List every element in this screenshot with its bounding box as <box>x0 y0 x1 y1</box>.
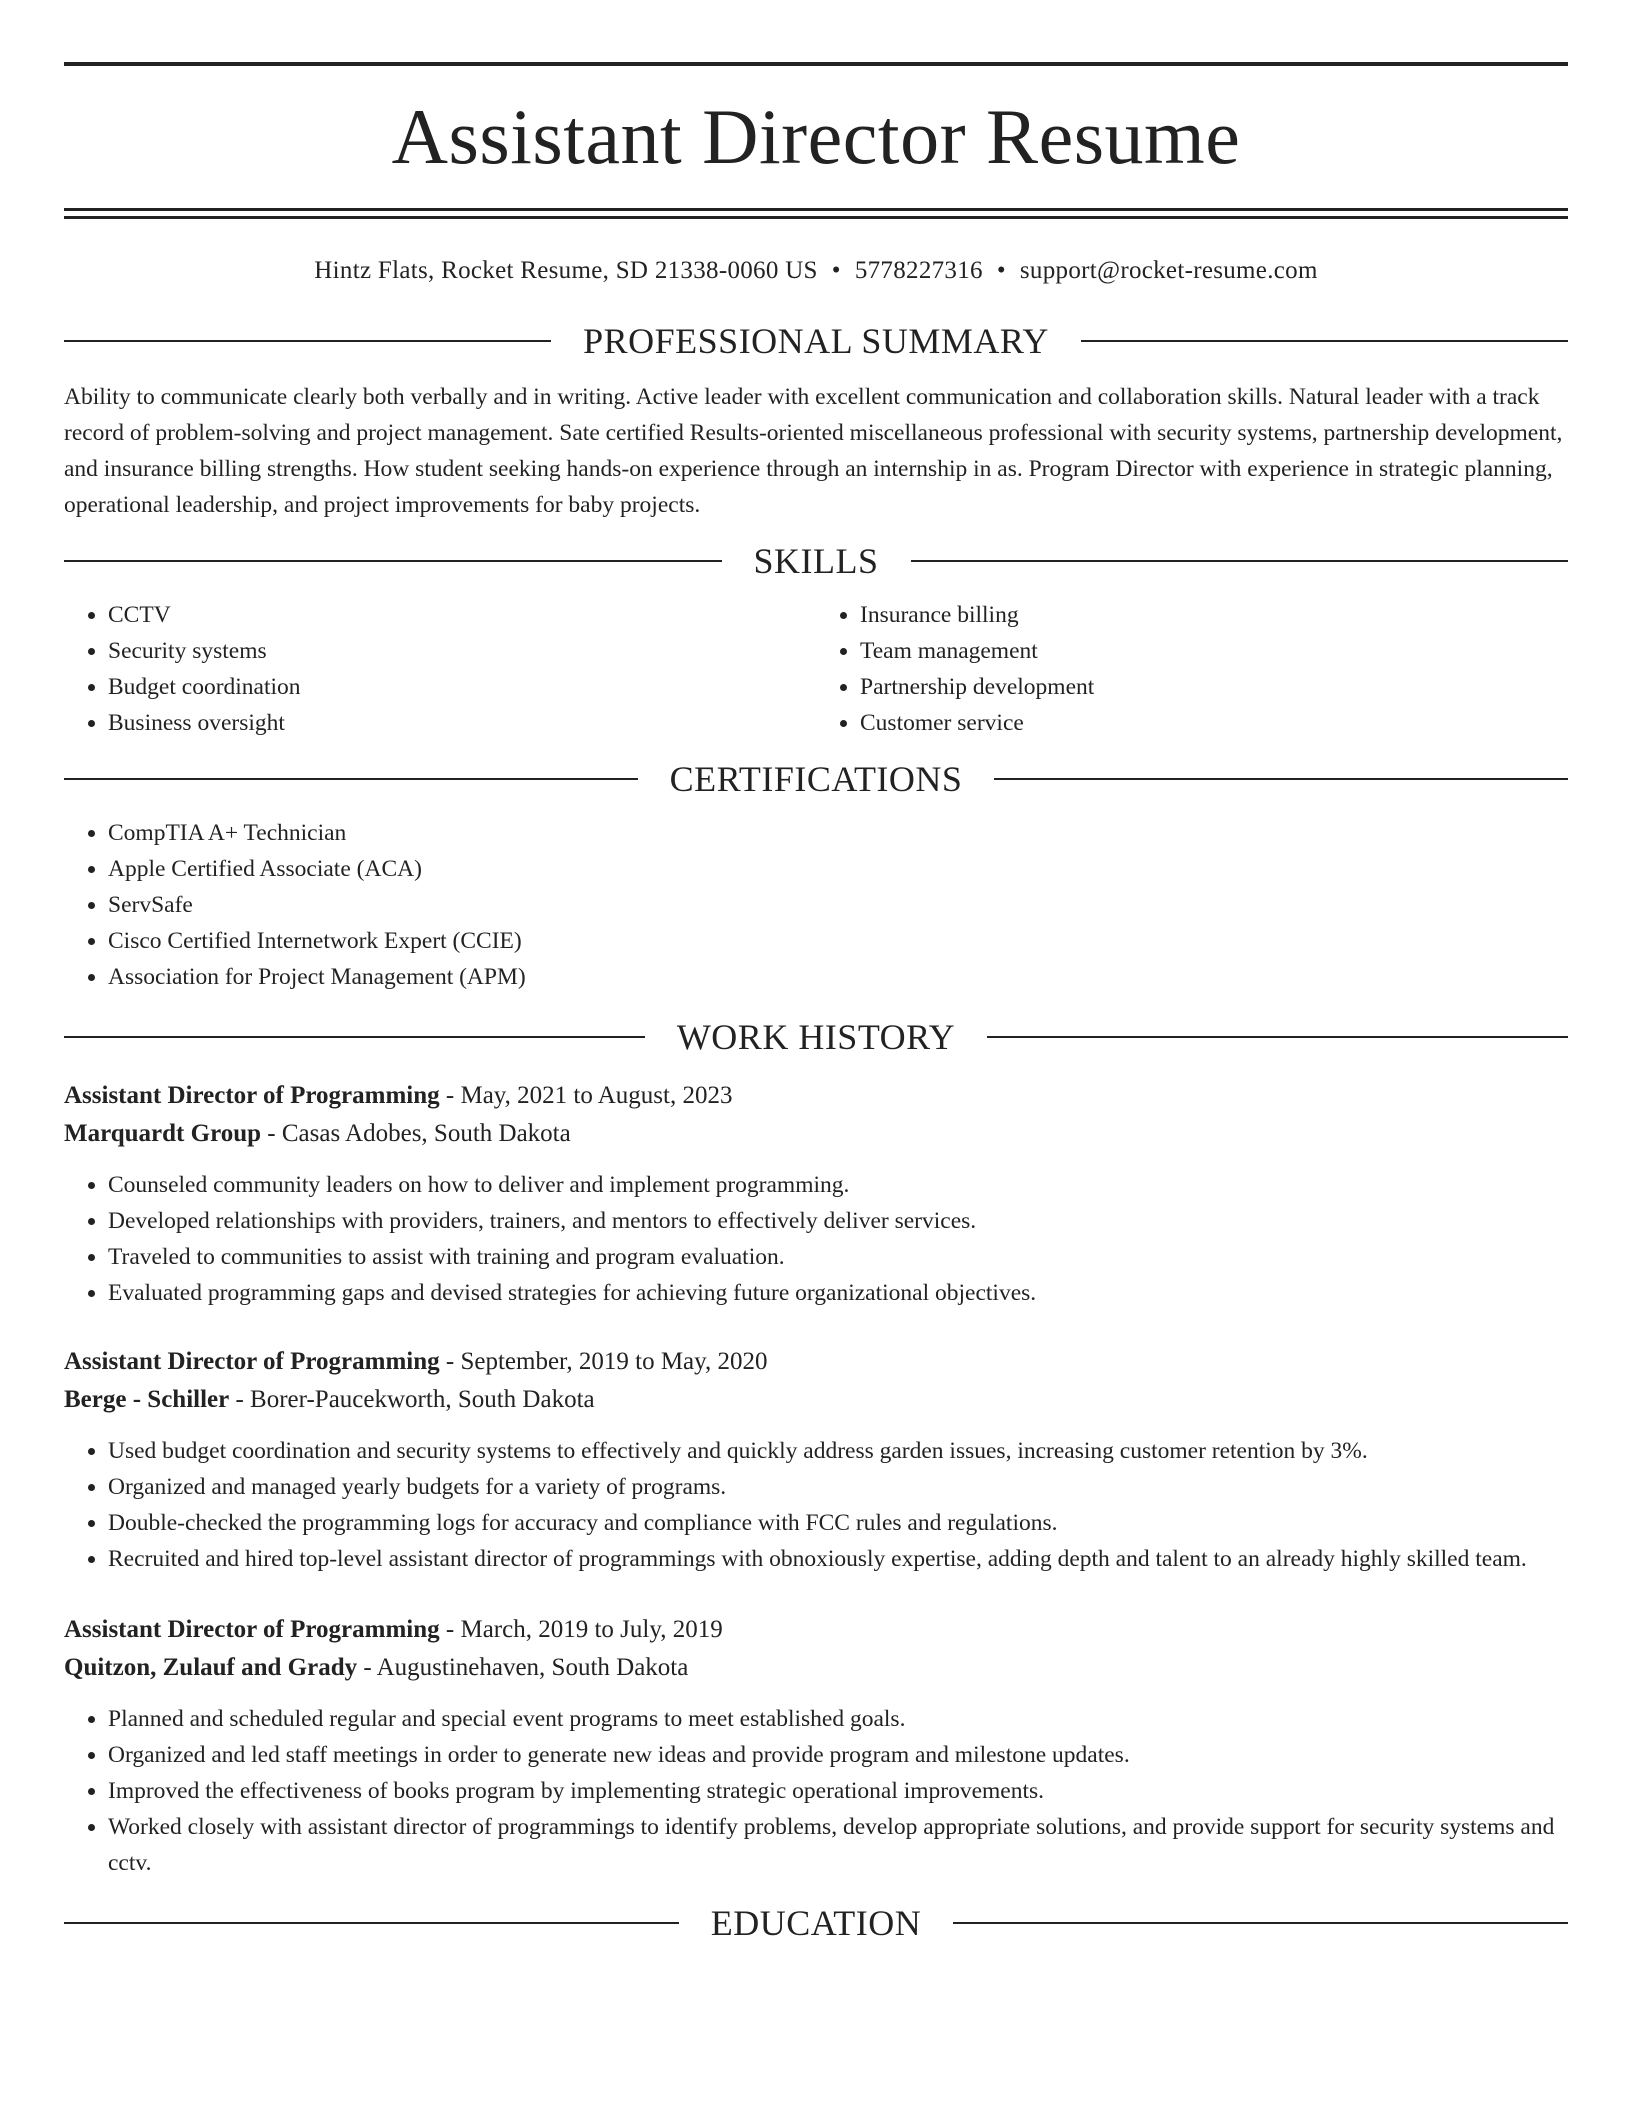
section-heading-work-history <box>64 1015 1568 1059</box>
contact-separator: • <box>831 257 841 284</box>
list-item: • ServSafe <box>108 887 1568 923</box>
page-title: Assistant Director Resume <box>391 93 1241 180</box>
job-location: - Casas Adobes, South Dakota <box>261 1120 571 1147</box>
list-item: • Budget coordination <box>108 669 816 705</box>
top-rule <box>64 62 1568 66</box>
job-title: Assistant Director of Programming <box>64 1616 440 1643</box>
contact-address: Hintz Flats, Rocket Resume, SD 21338-0060 US <box>314 257 818 284</box>
list-item: • Insurance billing <box>860 597 1568 633</box>
section-title: EDUCATION <box>710 1903 922 1943</box>
list-item: • Worked closely with assistant director of programmings to identify problems, develop appropriate solutions, and provide support for security systems and cctv. <box>108 1809 1568 1881</box>
list-item: • CCTV <box>108 597 816 633</box>
job-company: Marquardt Group <box>64 1120 262 1147</box>
job-entry <box>64 1611 1568 1881</box>
heading-rule <box>64 560 722 562</box>
skills-list <box>64 597 1568 741</box>
section-title: PROFESSIONAL SUMMARY <box>583 321 1049 361</box>
job-entry <box>64 1343 1568 1577</box>
list-item: • Cisco Certified Internetwork Expert (CCIE) <box>108 923 1568 959</box>
list-item: • Team management <box>860 633 1568 669</box>
heading-rule <box>987 1036 1568 1038</box>
section-title: WORK HISTORY <box>676 1017 956 1057</box>
heading-rule <box>911 560 1569 562</box>
contact-separator: • <box>996 257 1006 284</box>
job-company: Quitzon, Zulauf and Grady <box>64 1654 358 1681</box>
list-item: • Partnership development <box>860 669 1568 705</box>
job-title: Assistant Director of Programming <box>64 1348 440 1375</box>
job-company-line <box>64 1649 1568 1687</box>
contact-line <box>64 255 1568 287</box>
job-company-line <box>64 1115 1568 1153</box>
list-item: • Association for Project Management (APM) <box>108 959 1568 995</box>
heading-rule <box>64 340 551 342</box>
summary-text: Ability to communicate clearly both verbally and in writing. Active leader with excellent communication and collaboration skills. Natural leader with a track record of problem-solving and project management. Sate certified Results-oriented miscellaneous professional with security systems, partnership development, and insurance billing strengths. How student seeking hands-on experience through an internship in as. Program Director with experience in strategic planning, operational leadership, and project improvements for baby projects. <box>64 384 1563 518</box>
heading-rule <box>994 778 1568 780</box>
section-title: SKILLS <box>753 541 879 581</box>
list-item: • Counseled community leaders on how to deliver and implement programming. <box>108 1167 1568 1203</box>
contact-phone: 5778227316 <box>854 257 983 284</box>
job-location: - Augustinehaven, South Dakota <box>357 1654 689 1681</box>
job-title: Assistant Director of Programming <box>64 1082 440 1109</box>
list-item: • Business oversight <box>108 705 816 741</box>
heading-rule <box>64 778 638 780</box>
heading-rule <box>64 1036 645 1038</box>
list-item: • Used budget coordination and security systems to effectively and quickly address garden issues, increasing customer retention by 3%. <box>108 1433 1568 1469</box>
job-bullets <box>64 1701 1568 1881</box>
job-title-line <box>64 1343 1568 1381</box>
list-item: • Evaluated programming gaps and devised strategies for achieving future organizational objectives. <box>108 1275 1568 1311</box>
list-item: • Improved the effectiveness of books program by implementing strategic operational improvements. <box>108 1773 1568 1809</box>
list-item: • Recruited and hired top-level assistant director of programmings with obnoxiously expertise, adding depth and talent to an already highly skilled team. <box>108 1541 1568 1577</box>
list-item: • Apple Certified Associate (ACA) <box>108 851 1568 887</box>
job-title-line <box>64 1077 1568 1115</box>
job-company-line <box>64 1381 1568 1419</box>
list-item: • Developed relationships with providers, trainers, and mentors to effectively deliver services. <box>108 1203 1568 1239</box>
skills-column-left <box>64 597 816 741</box>
list-item: • Double-checked the programming logs for accuracy and compliance with FCC rules and regulations. <box>108 1505 1568 1541</box>
list-item: • Organized and led staff meetings in order to generate new ideas and provide program and milestone updates. <box>108 1737 1568 1773</box>
job-company: Berge - Schiller <box>64 1386 230 1413</box>
contact-email: support@rocket-resume.com <box>1019 257 1318 284</box>
heading-rule <box>953 1922 1568 1924</box>
job-dates: - March, 2019 to July, 2019 <box>439 1616 723 1643</box>
heading-rule <box>64 1922 679 1924</box>
job-entry <box>64 1077 1568 1311</box>
section-heading-certifications <box>64 757 1568 801</box>
job-location: - Borer-Paucekworth, South Dakota <box>229 1386 595 1413</box>
job-bullets <box>64 1167 1568 1311</box>
section-heading-skills <box>64 539 1568 583</box>
job-title-line <box>64 1611 1568 1649</box>
heading-rule <box>1081 340 1568 342</box>
section-heading-summary <box>64 319 1568 363</box>
list-item: • Organized and managed yearly budgets for a variety of programs. <box>108 1469 1568 1505</box>
skills-column-right <box>816 597 1568 741</box>
section-title: CERTIFICATIONS <box>669 759 963 799</box>
job-dates: - September, 2019 to May, 2020 <box>439 1348 768 1375</box>
certifications-list <box>64 815 1568 995</box>
title-double-rule <box>64 208 1568 219</box>
resume-content <box>64 62 1568 1945</box>
list-item: • CompTIA A+ Technician <box>108 815 1568 851</box>
list-item: • Planned and scheduled regular and special event programs to meet established goals. <box>108 1701 1568 1737</box>
job-dates: - May, 2021 to August, 2023 <box>439 1082 733 1109</box>
list-item: • Customer service <box>860 705 1568 741</box>
list-item: • Traveled to communities to assist with training and program evaluation. <box>108 1239 1568 1275</box>
job-bullets <box>64 1433 1568 1577</box>
section-heading-education <box>64 1901 1568 1945</box>
list-item: • Security systems <box>108 633 816 669</box>
